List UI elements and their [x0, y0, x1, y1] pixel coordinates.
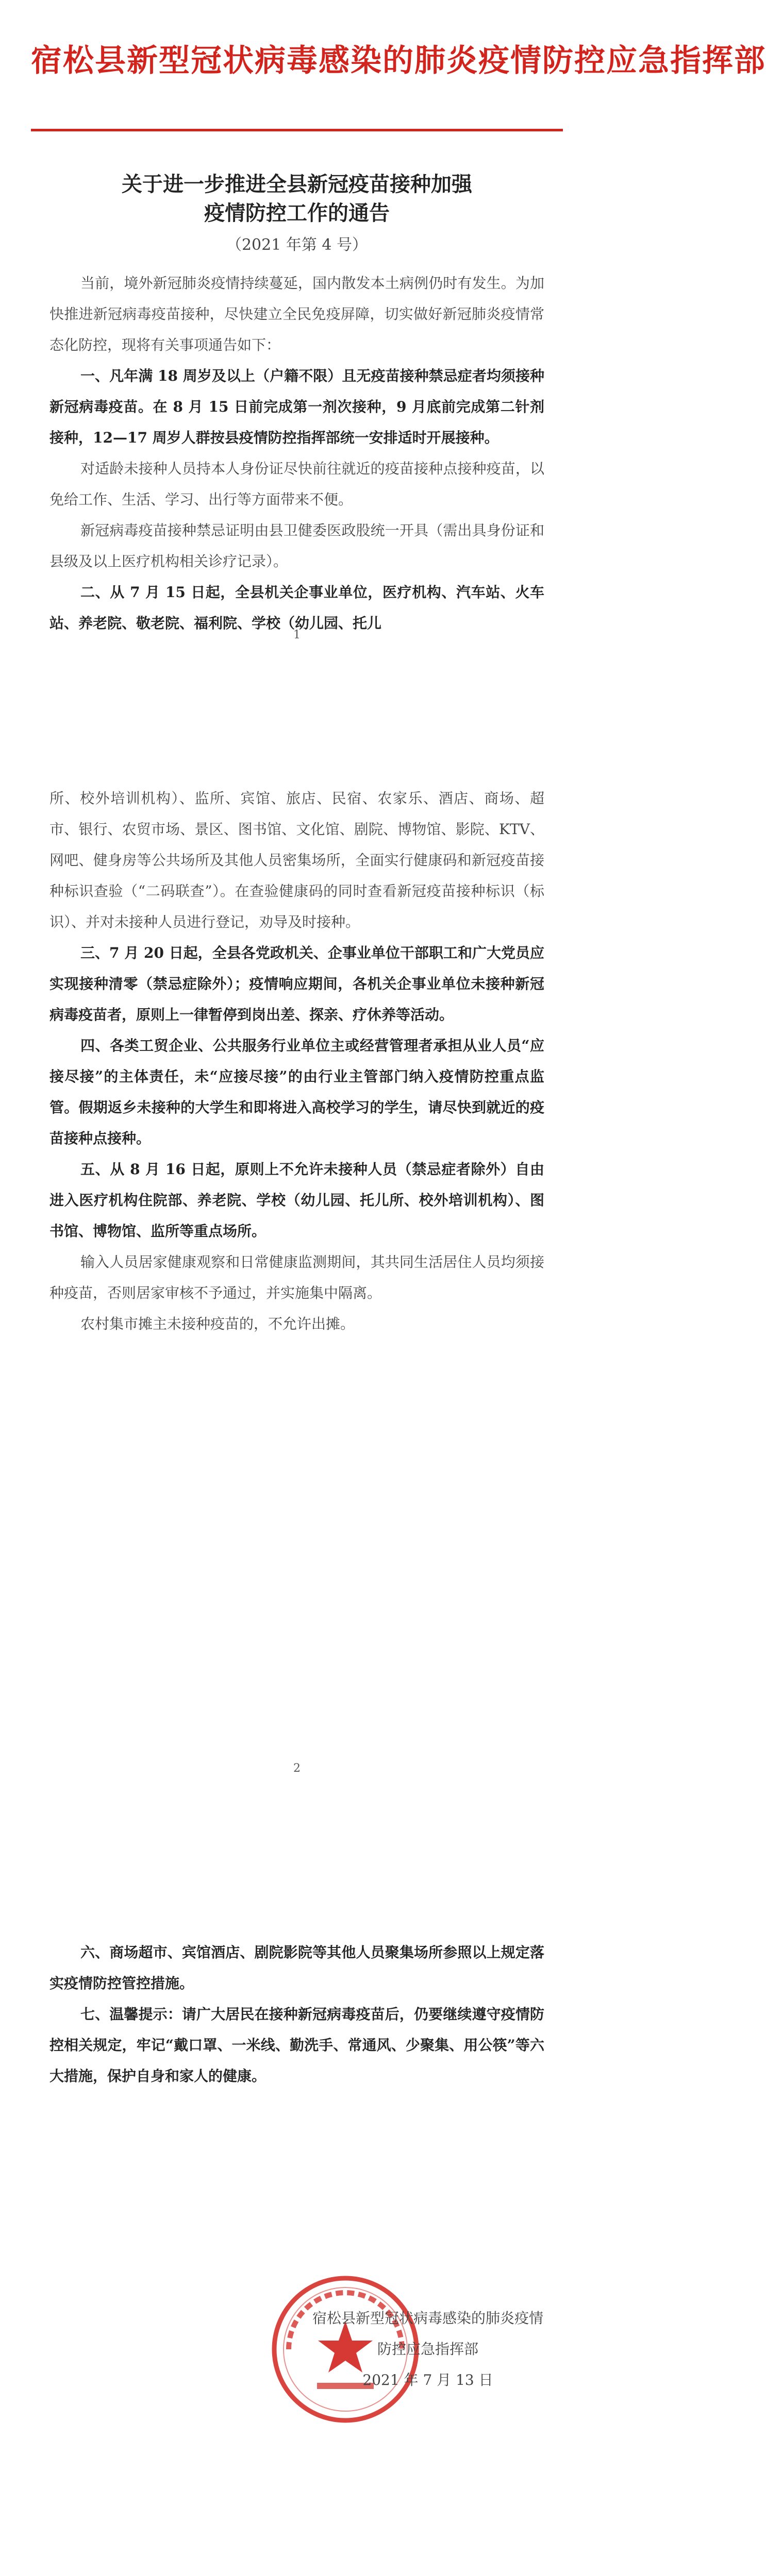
- notice-serial-number: （2021 年第 4 号）: [226, 236, 368, 254]
- paragraph: 农村集市摊主未接种疫苗的，不允许出摊。: [80, 1315, 355, 1332]
- red-header-rule: [31, 129, 563, 131]
- paragraph: 一、凡年满 18 周岁及以上（户籍不限）且无疫苗接种禁忌症者均须接种新冠病毒疫苗。在 8 月 15 日前完成第一剂次接种，9 月底前完成第二针剂接种，12—17 周岁人群按县疫情防控指挥部统一安排适时开展接种。: [49, 367, 544, 446]
- paragraph: 六、商场超市、宾馆酒店、剧院影院等其他人员聚集场所参照以上规定落实疫情防控管控措施。: [49, 1944, 544, 1992]
- paragraph: 输入人员居家健康观察和日常健康监测期间，其共同生活居住人员均须接种疫苗，否则居家审核不予通过，并实施集中隔离。: [49, 1253, 544, 1301]
- page-3-body: [49, 1937, 544, 2092]
- notice-title-line-1: 关于进一步推进全县新冠疫苗接种加强: [122, 172, 472, 196]
- page-number: 2: [293, 1762, 301, 1775]
- page-1: [0, 0, 766, 649]
- paragraph: 所、校外培训机构）、监所、宾馆、旅店、民宿、农家乐、酒店、商场、超市、银行、农贸市场、景区、图书馆、文化馆、剧院、博物馆、影院、KTV、网吧、健身房等公共场所及其他人员密集场所，全面实行健康码和新冠疫苗接种标识查验（“二码联查”）。在查验健康码的同时查看新冠疫苗接种标识（标识）、并对未接种人员进行登记，劝导及时接种。: [49, 790, 544, 930]
- paragraph: 四、各类工贸企业、公共服务行业单位主或经营管理者承担从业人员“应接尽接”的主体责任，未“应接尽接”的由行业主管部门纳入疫情防控重点监管。假期返乡未接种的大学生和即将进入高校学习的学生，请尽快到就近的疫苗接种点接种。: [49, 1037, 544, 1147]
- paragraph: 七、温馨提示：请广大居民在接种新冠病毒疫苗后，仍要继续遵守疫情防控相关规定，牢记“戴口罩、一米线、勤洗手、常通风、少聚集、用公筷”等六大措施，保护自身和家人的健康。: [49, 2006, 544, 2084]
- signature-organization: 宿松县新型冠状病毒感染的肺炎疫情防控应急指挥部: [312, 2310, 543, 2358]
- paragraph: 新冠病毒疫苗接种禁忌证明由县卫健委医政股统一开具（需出具身份证和县级及以上医疗机构相关诊疗记录）。: [49, 522, 544, 570]
- paragraph: 当前，境外新冠肺炎疫情持续蔓延，国内散发本土病例仍时有发生。为加快推进新冠病毒疫苗接种，尽快建立全民免疫屏障，切实做好新冠肺炎疫情常态化防控，现将有关事项通告如下：: [49, 275, 544, 353]
- notice-title-line-2: 疫情防控工作的通告: [204, 201, 390, 225]
- notice-title-block: [49, 170, 544, 255]
- signature-date: 2021 年 7 月 13 日: [362, 2371, 493, 2388]
- page-1-body: [49, 268, 544, 639]
- paragraph: 二、从 7 月 15 日起，全县机关企事业单位，医疗机构、汽车站、火车站、养老院、敬老院、福利院、学校（幼儿园、托儿: [49, 584, 544, 632]
- document-header: [31, 36, 766, 80]
- page-2-body: [49, 783, 544, 1340]
- signature-block: [309, 2303, 546, 2396]
- page-3: [0, 1819, 594, 2576]
- paragraph: 三、7 月 20 日起，全县各党政机关、企事业单位干部职工和广大党员应实现接种清零（禁忌症除外）；疫情响应期间，各机关企事业单位未接种新冠病毒疫苗者，原则上一律暂停到岗出差、探亲、疗休养等活动。: [49, 944, 544, 1023]
- paragraph: 五、从 8 月 16 日起，原则上不允许未接种人员（禁忌症者除外）自由进入医疗机构住院部、养老院、学校（幼儿园、托儿所、校外培训机构）、图书馆、博物馆、监所等重点场所。: [49, 1161, 544, 1240]
- issuing-authority-title: 宿松县新型冠状病毒感染的肺炎疫情防控应急指挥部: [31, 43, 766, 79]
- page-2: [0, 629, 594, 1819]
- page-number: 1: [293, 629, 301, 641]
- paragraph: 对适龄未接种人员持本人身份证尽快前往就近的疫苗接种点接种疫苗，以免给工作、生活、学习、出行等方面带来不便。: [49, 460, 544, 508]
